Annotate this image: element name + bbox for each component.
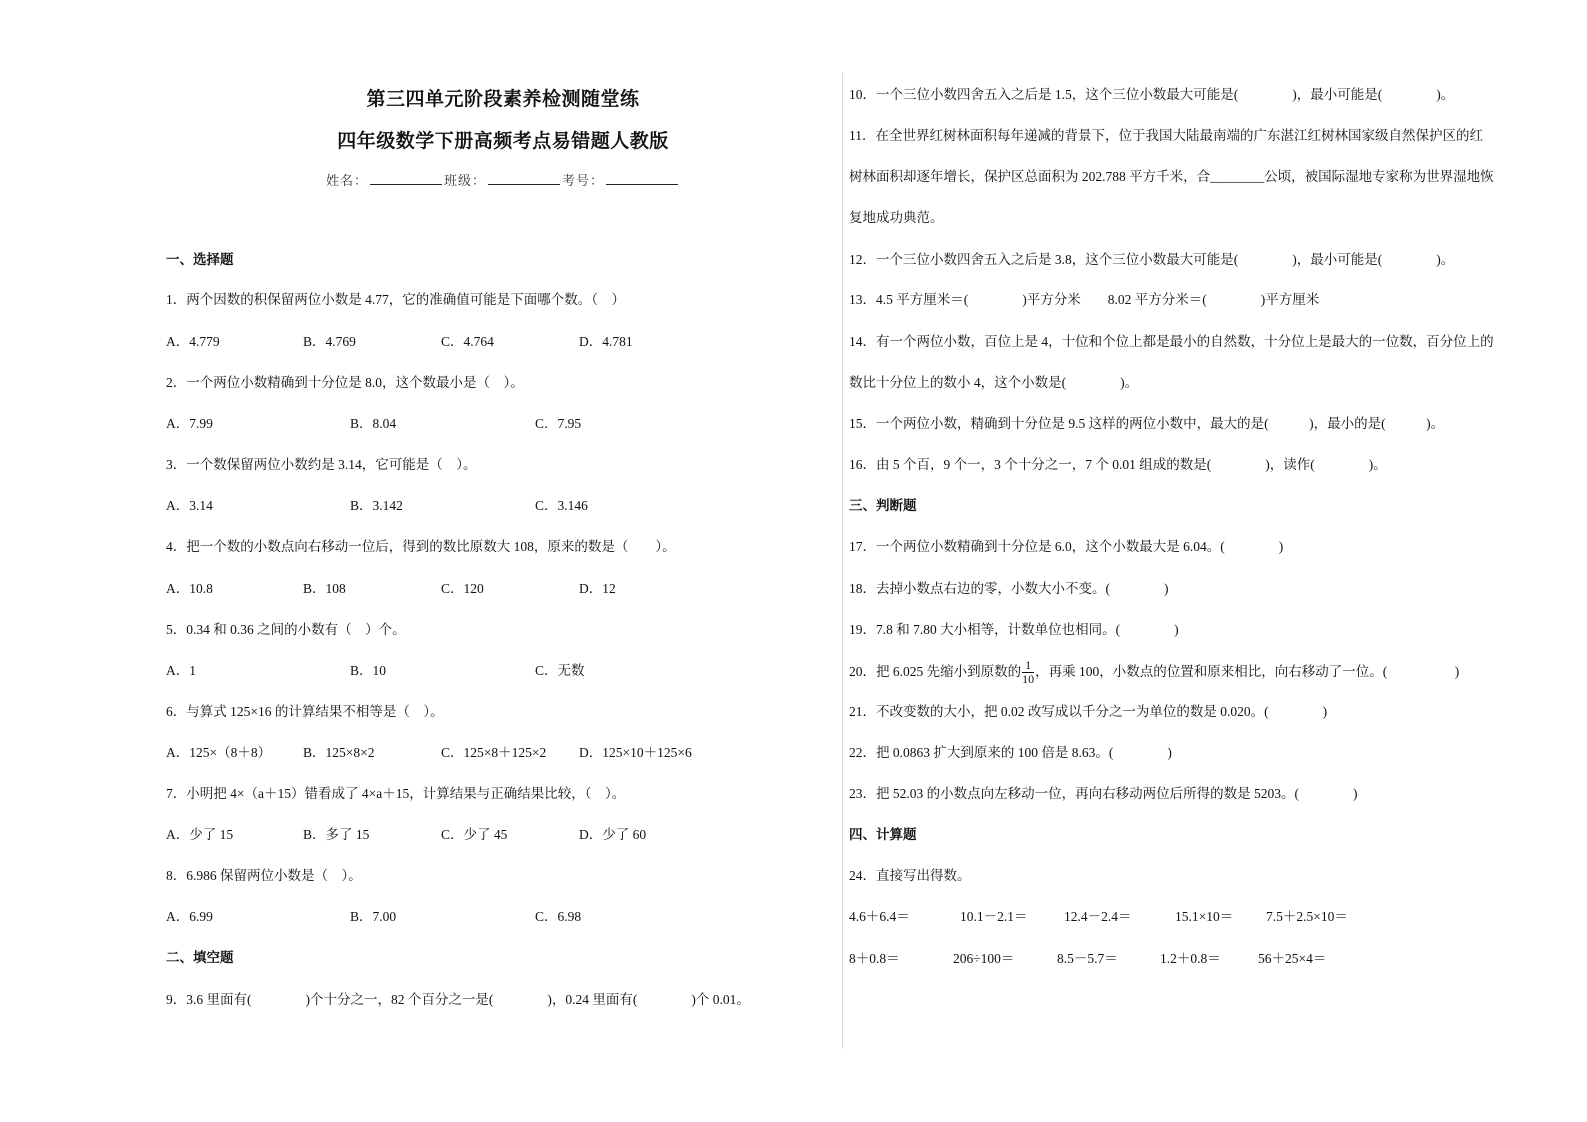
q2-option-b: B．8.04	[350, 416, 397, 431]
q7-option-c: C．少了 45	[441, 827, 508, 842]
q1-option-b: B．4.769	[303, 334, 356, 349]
calc-item: 7.5＋2.5×10＝	[1266, 909, 1348, 924]
q3-option-c: C．3.146	[535, 498, 588, 513]
q8-option-a: A．6.99	[166, 909, 213, 924]
question-18: 18．去掉小数点右边的零，小数大小不变。( )	[849, 581, 1169, 596]
fraction-one-tenth	[1022, 659, 1034, 686]
calc-item: 15.1×10＝	[1175, 909, 1234, 924]
question-19: 19．7.8 和 7.80 大小相等，计数单位也相同。( )	[849, 622, 1179, 637]
q6-option-c: C．125×8＋125×2	[441, 745, 547, 760]
question-6: 6．与算式 125×16 的计算结果不相等是（ ）。	[166, 704, 444, 719]
number-blank[interactable]	[606, 172, 678, 185]
column-divider	[842, 73, 843, 1049]
number-label: 考号：	[562, 173, 605, 188]
q2-option-c: C．7.95	[535, 416, 582, 431]
calc-item: 12.4－2.4＝	[1064, 909, 1132, 924]
question-17: 17．一个两位小数精确到十分位是 6.0，这个小数最大是 6.04。( )	[849, 539, 1284, 554]
section-heading-calc: 四、计算题	[849, 827, 917, 843]
question-11-line-2: 树林面积却逐年增长，保护区总面积为 202.788 平方千米，合________公顷，被国际湿地专家称为世界湿地恢	[849, 169, 1494, 184]
q7-option-a: A．少了 15	[166, 827, 234, 842]
question-2: 2．一个两位小数精确到十分位是 8.0，这个数最小是（ ）。	[166, 375, 524, 390]
calc-item: 10.1－2.1＝	[960, 909, 1028, 924]
question-5: 5．0.34 和 0.36 之间的小数有（ ）个。	[166, 622, 406, 637]
question-24: 24．直接写出得数。	[849, 868, 971, 883]
question-12: 12．一个三位小数四舍五入之后是 3.8，这个三位小数最大可能是( )，最小可能是( )。	[849, 252, 1455, 267]
q8-option-b: B．7.00	[350, 909, 397, 924]
question-10: 10．一个三位小数四舍五入之后是 1.5，这个三位小数最大可能是( )，最小可能是( )。	[849, 87, 1455, 102]
fraction-denominator: 10	[1022, 672, 1035, 687]
question-14-line-2: 数比十分位上的数小 4，这个小数是( )。	[849, 375, 1139, 390]
name-blank[interactable]	[370, 172, 442, 185]
calc-item: 1.2＋0.8＝	[1160, 951, 1221, 966]
q4-option-a: A．10.8	[166, 581, 213, 596]
q7-option-d: D．少了 60	[579, 827, 647, 842]
q4-option-b: B．108	[303, 581, 346, 596]
section-heading-fill: 二、填空题	[166, 950, 234, 966]
question-22: 22．把 0.0863 扩大到原来的 100 倍是 8.63。( )	[849, 745, 1172, 760]
section-heading-judge: 三、判断题	[849, 498, 917, 514]
question-7: 7．小明把 4×（a＋15）错看成了 4×a＋15，计算结果与正确结果比较，（ ）。	[166, 786, 626, 801]
calc-item: 206÷100＝	[953, 951, 1015, 966]
q5-option-b: B．10	[350, 663, 387, 678]
q1-option-d: D．4.781	[579, 334, 633, 349]
calc-item: 4.6＋6.4＝	[849, 909, 910, 924]
q3-option-b: B．3.142	[350, 498, 403, 513]
q5-option-a: A．1	[166, 663, 196, 678]
question-23: 23．把 52.03 的小数点向左移动一位，再向右移动两位后所得的数是 5203。( )	[849, 786, 1358, 801]
question-16: 16．由 5 个百，9 个一，3 个十分之一，7 个 0.01 组成的数是( )，读作( )。	[849, 457, 1387, 472]
question-13: 13．4.5 平方厘米＝( )平方分米 8.02 平方分米＝( )平方厘米	[849, 292, 1320, 307]
section-heading-choice: 一、选择题	[166, 252, 234, 268]
name-label: 姓名：	[325, 173, 368, 188]
question-11-line-1: 11．在全世界红树林面积每年递减的背景下，位于我国大陆最南端的广东湛江红树林国家级自然保护区的红	[849, 128, 1483, 143]
question-11-line-3: 复地成功典范。	[849, 210, 944, 225]
question-3: 3．一个数保留两位小数约是 3.14，它可能是（ ）。	[166, 457, 477, 472]
fraction-numerator: 1	[1022, 659, 1034, 673]
q8-option-c: C．6.98	[535, 909, 582, 924]
calc-item: 8.5－5.7＝	[1057, 951, 1118, 966]
q1-option-a: A．4.779	[166, 334, 220, 349]
document-title: 第三四单元阶段素养检测随堂练	[366, 88, 640, 110]
question-15: 15．一个两位小数，精确到十分位是 9.5 这样的两位小数中，最大的是( )，最小的是( )。	[849, 416, 1445, 431]
student-info-row	[168, 170, 838, 189]
question-4: 4．把一个数的小数点向右移动一位后，得到的数比原数大 108，原来的数是（ ）。	[166, 539, 676, 554]
q6-option-a: A．125×（8＋8）	[166, 745, 272, 760]
document-subtitle: 四年级数学下册高频考点易错题人教版	[337, 130, 669, 152]
class-blank[interactable]	[488, 172, 560, 185]
q4-option-c: C．120	[441, 581, 484, 596]
question-9: 9．3.6 里面有( )个十分之一，82 个百分之一是( )，0.24 里面有( )个 0.01。	[166, 992, 750, 1007]
q5-option-c: C．无数	[535, 663, 585, 678]
q2-option-a: A．7.99	[166, 416, 213, 431]
question-20	[849, 658, 1459, 686]
q7-option-b: B．多了 15	[303, 827, 370, 842]
q20-text-before: 20．把 6.025 先缩小到原数的	[849, 664, 1022, 679]
calc-item: 56＋25×4＝	[1258, 951, 1327, 966]
calc-item: 8＋0.8＝	[849, 951, 900, 966]
question-21: 21．不改变数的大小，把 0.02 改写成以千分之一为单位的数是 0.020。( )	[849, 704, 1328, 719]
question-14-line-1: 14．有一个两位小数，百位上是 4，十位和个位上都是最小的自然数，十分位上是最大的一位数，百分位上的	[849, 334, 1494, 349]
q20-text-after: ，再乘 100，小数点的位置和原来相比，向右移动了一位。( )	[1035, 664, 1460, 679]
q6-option-b: B．125×8×2	[303, 745, 375, 760]
question-8: 8．6.986 保留两位小数是（ ）。	[166, 868, 362, 883]
question-1: 1．两个因数的积保留两位小数是 4.77，它的准确值可能是下面哪个数。（ ）	[166, 292, 625, 307]
q4-option-d: D．12	[579, 581, 616, 596]
q6-option-d: D．125×10＋125×6	[579, 745, 692, 760]
class-label: 班级：	[443, 173, 486, 188]
q3-option-a: A．3.14	[166, 498, 213, 513]
q1-option-c: C．4.764	[441, 334, 494, 349]
